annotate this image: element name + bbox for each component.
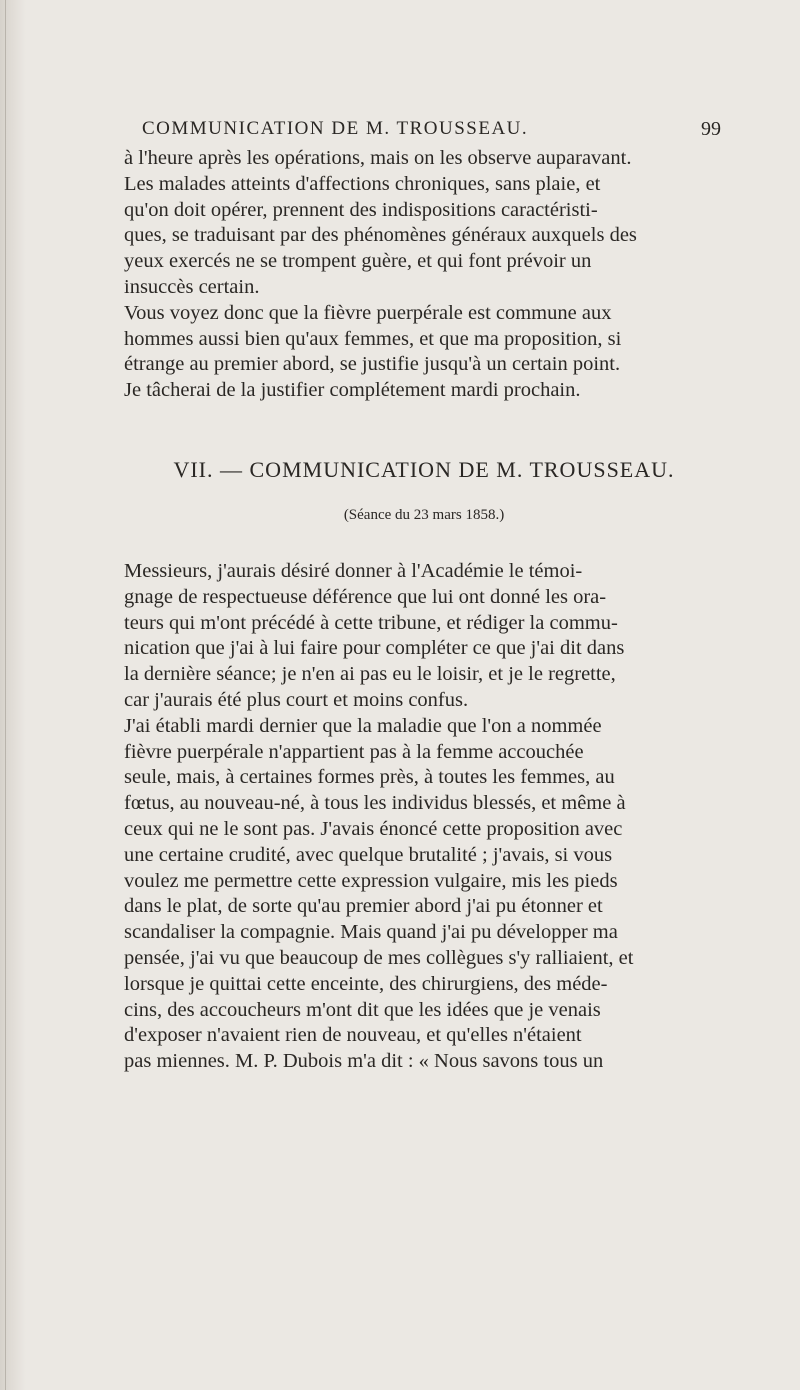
text-line: pas miennes. M. P. Dubois m'a dit : « Nous savons tous un [124,1050,604,1073]
text-line: Messieurs, j'aurais désiré donner à l'Académie le témoi- [124,559,583,582]
text-line: nication que j'ai à lui faire pour compléter ce que j'ai dit dans [124,637,625,660]
text-line: Les malades atteints d'affections chroniques, sans plaie, et [124,172,601,195]
text-line: scandaliser la compagnie. Mais quand j'ai pu développer ma [124,921,618,944]
text-line: étrange au premier abord, se justifie jusqu'à un certain point. [124,353,621,376]
text-line: cins, des accoucheurs m'ont dit que les idées que je venais [124,998,601,1021]
running-head [124,118,724,146]
text-line: dans le plat, de sorte qu'au premier abord j'ai pu étonner et [124,895,603,918]
section-title: VII. — COMMUNICATION DE M. TROUSSEAU. [173,456,675,482]
running-title: COMMUNICATION DE M. TROUSSEAU. [142,118,529,139]
text-line: lorsque je quittai cette enceinte, des chirurgiens, des méde- [124,972,608,995]
fourth-paragraph [124,714,724,1075]
text-line: fœtus, au nouveau-né, à tous les individus blessés, et même à [124,792,626,815]
text-line: yeux exercés ne se trompent guère, et qui font prévoir un [124,250,592,273]
third-paragraph [124,559,724,714]
text-line: une certaine crudité, avec quelque brutalité ; j'avais, si vous [124,843,613,866]
text-line: d'exposer n'avaient rien de nouveau, et qu'elles n'étaient [124,1024,582,1047]
text-line: Je tâcherai de la justifier complétement mardi prochain. [124,379,581,402]
text-line: ques, se traduisant par des phénomènes généraux auxquels des [124,224,637,247]
text-line: à l'heure après les opérations, mais on les observe auparavant. [124,147,632,169]
text-line: seule, mais, à certaines formes près, à toutes les femmes, au [124,766,615,789]
book-binding-shadow [0,0,26,1390]
page-number: 99 [701,118,721,140]
text-line: hommes aussi bien qu'aux femmes, et que ma proposition, si [124,327,622,350]
text-line: voulez me permettre cette expression vulgaire, mis les pieds [124,869,618,892]
text-line: la dernière séance; je n'en ai pas eu le loisir, et je le regrette, [124,663,616,686]
intro-paragraph [124,146,724,301]
text-line: J'ai établi mardi dernier que la maladie que l'on a nommée [124,714,602,737]
text-line: pensée, j'ai vu que beaucoup de mes collègues s'y ralliaient, et [124,946,634,969]
book-binding-edge [5,0,6,1390]
text-line: insuccès certain. [124,275,260,298]
book-page [124,118,724,1075]
text-line: ceux qui ne le sont pas. J'avais énoncé cette proposition avec [124,817,623,840]
text-line: qu'on doit opérer, prennent des indispositions caractéristi- [124,198,598,221]
text-line: Vous voyez donc que la fièvre puerpérale est commune aux [124,301,612,324]
text-line: fièvre puerpérale n'appartient pas à la femme accouchée [124,740,584,763]
second-paragraph [124,301,724,404]
text-line: teurs qui m'ont précédé à cette tribune, et rédiger la commu- [124,611,618,634]
text-line: car j'aurais été plus court et moins confus. [124,688,469,711]
text-line: gnage de respectueuse déférence que lui ont donné les ora- [124,585,607,608]
seance-date: (Séance du 23 mars 1858.) [343,506,505,523]
